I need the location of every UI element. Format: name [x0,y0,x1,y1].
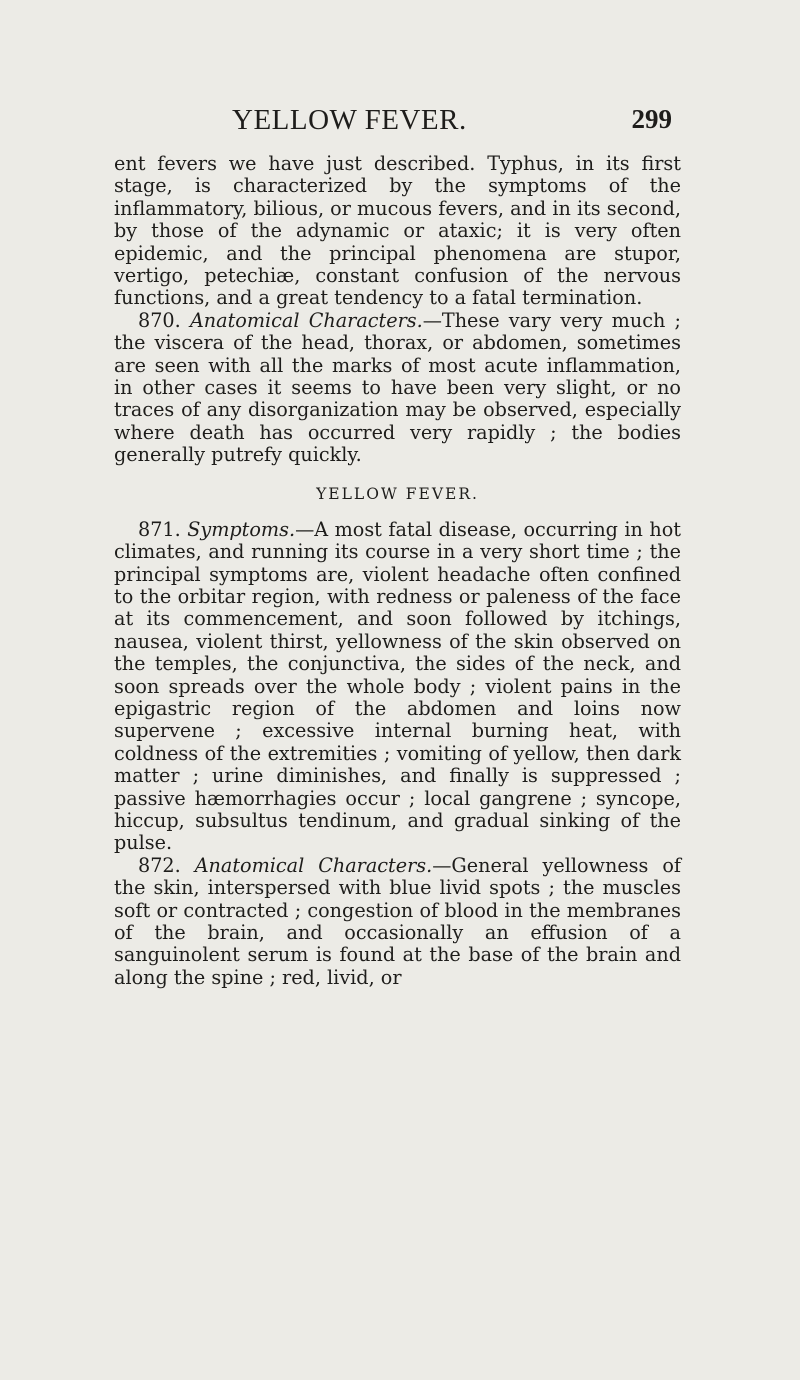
section-heading: YELLOW FEVER. [316,484,479,503]
paragraph-heading: Anatomical Characters. [189,308,423,332]
paragraph-heading: Symptoms. [187,517,296,541]
paragraph-870 [114,310,681,467]
paragraph-871 [114,519,681,855]
paragraph-number: 872. [138,853,181,877]
page-header [232,104,672,138]
paragraph-text: —General yellowness of the skin, interspersed with blue livid spots ; the muscles soft or contracted ; congestion of blood in the membranes of the brain, and occasionally an effusion of a sanguinolent serum is found at the base of the brain and along the spine ; red, livid, or [114,853,681,989]
running-title: YELLOW FEVER. [232,104,467,136]
paragraph-heading: Anatomical Characters. [194,853,433,877]
paragraph-number: 871. [138,517,181,541]
paragraph-number: 870. [138,308,181,332]
paragraph-continued [114,153,681,310]
paragraph-872 [114,855,681,989]
paragraph-text: —A most fatal disease, occurring in hot climates, and running its course in a very short time ; the principal symptoms are, violent headache often confined to the orbitar region, with redness or paleness of the face at its commencement, and soon followed by itchings, nausea, violent thirst, yellowness of the skin observed on the temples, the conjunctiva, the sides of the neck, and soon spreads over the whole body ; violent pains in the epigastric region of the abdomen and loins now supervene ; excessive internal burning heat, with coldness of the extremities ; vomiting of yellow, then dark matter ; urine diminishes, and finally is suppressed ; passive hæmorrhagies occur ; local gangrene ; syncope, hiccup, subsultus tendinum, and gradual sinking of the pulse. [114,517,681,855]
paragraph-text: —These vary very much ; the viscera of the head, thorax, or abdomen, sometimes are seen with all the marks of most acute inflammation, in other cases it seems to have been very slight, or no traces of any disorganization may be observed, especially where death has occurred very rapidly ; the bodies generally putrefy quickly. [114,308,681,467]
page-body [114,153,681,989]
paragraph-text: ent fevers we have just described. Typhus, in its first stage, is characterized by the symptoms of the inflammatory, bilious, or mucous fevers, and in its second, by those of the adynamic or ataxic; it is very often epidemic, and the principal phenomena are stupor, vertigo, petechiæ, constant confusion of the nervous functions, and a great tendency to a fatal termination. [114,152,681,310]
page-number: 299 [631,104,672,134]
